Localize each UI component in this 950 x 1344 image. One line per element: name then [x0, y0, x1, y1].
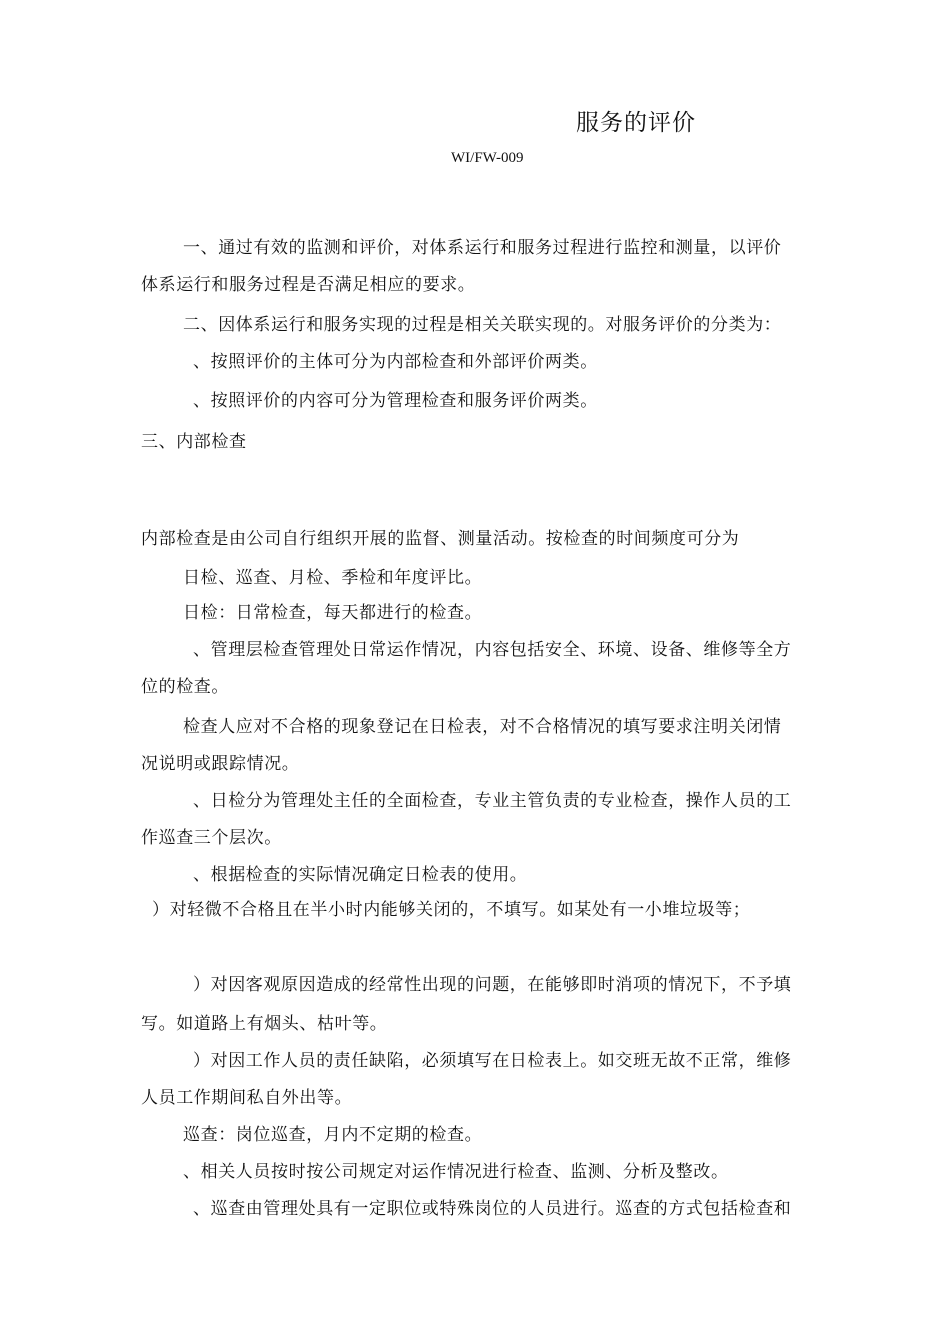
paragraph-line: 检查人应对不合格的现象登记在日检表，对不合格情况的填写要求注明关闭情	[183, 717, 782, 737]
paragraph-line: 人员工作期间私自外出等。	[141, 1088, 353, 1108]
paragraph-line: 、按照评价的主体可分为内部检查和外部评价两类。	[193, 352, 598, 372]
paragraph-line: 日检、巡查、月检、季检和年度评比。	[183, 568, 483, 588]
paragraph-line: 、巡查由管理处具有一定职位或特殊岗位的人员进行。巡查的方式包括检查和	[193, 1199, 792, 1219]
paragraph-line: ）对因客观原因造成的经常性出现的问题，在能够即时消项的情况下，不予填	[193, 975, 792, 995]
paragraph-line: 位的检查。	[141, 677, 229, 697]
paragraph-line: 日检：日常检查，每天都进行的检查。	[183, 603, 483, 623]
paragraph-line: 二、因体系运行和服务实现的过程是相关关联实现的。对服务评价的分类为：	[183, 315, 782, 335]
paragraph-line: 、按照评价的内容可分为管理检查和服务评价两类。	[193, 391, 598, 411]
paragraph-line: 体系运行和服务过程是否满足相应的要求。	[141, 275, 476, 295]
paragraph-line: 、日检分为管理处主任的全面检查，专业主管负责的专业检查，操作人员的工	[193, 791, 792, 811]
section-heading: 三、内部检查	[141, 432, 247, 452]
paragraph-line: 、管理层检查管理处日常运作情况，内容包括安全、环境、设备、维修等全方	[193, 640, 792, 660]
document-title: 服务的评价	[576, 110, 696, 136]
paragraph-line: 写。如道路上有烟头、枯叶等。	[141, 1014, 388, 1034]
paragraph-line: 内部检查是由公司自行组织开展的监督、测量活动。按检查的时间频度可分为	[141, 529, 740, 549]
paragraph-line: 巡查：岗位巡查，月内不定期的检查。	[183, 1125, 483, 1145]
paragraph-line: 、根据检查的实际情况确定日检表的使用。	[193, 865, 528, 885]
paragraph-line: ）对轻微不合格且在半小时内能够关闭的，不填写。如某处有一小堆垃圾等；	[152, 900, 751, 920]
paragraph-line: 况说明或跟踪情况。	[141, 754, 300, 774]
paragraph-line: 作巡查三个层次。	[141, 828, 282, 848]
paragraph-line: ）对因工作人员的责任缺陷，必须填写在日检表上。如交班无故不正常，维修	[193, 1051, 792, 1071]
paragraph-line: 、相关人员按时按公司规定对运作情况进行检查、监测、分析及整改。	[183, 1162, 729, 1182]
paragraph-line: 一、通过有效的监测和评价，对体系运行和服务过程进行监控和测量，以评价	[183, 238, 782, 258]
document-code: WI/FW-009	[451, 150, 524, 166]
